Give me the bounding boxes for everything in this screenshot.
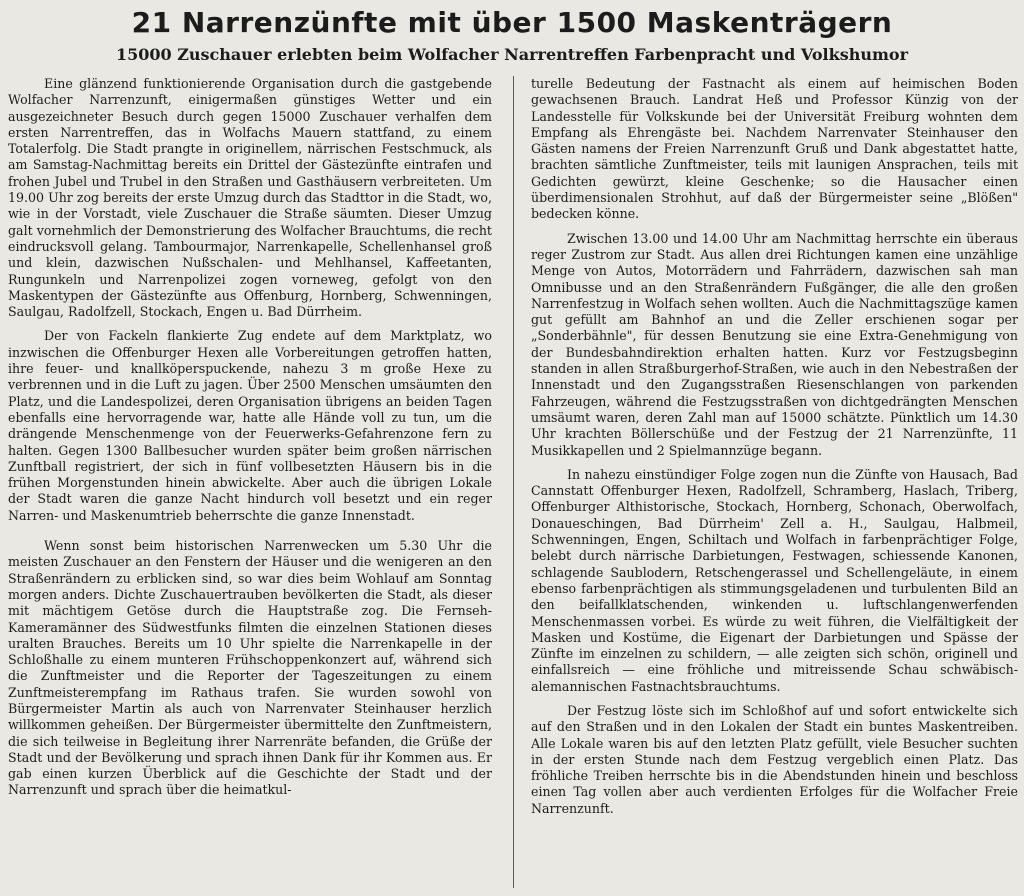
- column-divider: [513, 76, 514, 888]
- paragraph: turelle Bedeutung der Fastnacht als einem auf heimischen Boden gewachsenen Brauch. Landrat Heß und Professor Künzig von der Landesstelle für Volkskunde bei der Universität Freiburg wohnten dem Empfang als Ehrengäste bei. Nachdem Narrenvater Steinhauser den Gästen namens der Freien Narrenzunft Gruß und Dank abgestattet hatte, brachten sämtliche Zunftmeister, teils mit launigen Ansprachen, teils mit Gedichten gewürzt, kleine Geschenke; so die Hausacher einen überdimensionalen Strohhut, auf daß der Bürgermeister seine „Blößen" bedecken könne.: [531, 76, 1018, 222]
- right-column: [531, 76, 1018, 890]
- paragraph: In nahezu einstündiger Folge zogen nun die Zünfte von Hausach, Bad Cannstatt Offenburger Hexen, Radolfzell, Schramberg, Haslach, Triberg, Offenburger Althistorische, Stockach, Hornberg, Schonach, Oberwolfach, Donaueschingen, Bad Dürrheim' Zell a. H., Saulgau, Halbmeil, Schwenningen, Engen, Schiltach und Wolfach in farbenprächtiger Folge, belebt durch närrische Darbietungen, Festwagen, schiessende Kanonen, schlagende Saublodern, Retschengerassel und Schellengeläute, in einem ebenso farbenprächtigen als stimmungsgeladenen und turbulenten Bild an den beifallklatschenden, winkenden u. luftschlangenwerfenden Menschenmassen vorbei. Es würde zu weit führen, die Vielfältigkeit der Masken und Kostüme, die Eigenart der Darbietungen und Spässe der Zünfte im einzelnen zu schildern, — alle zeigten sich schön, originell und einfallsreich — eine fröhliche und mitreissende Schau schwäbisch-alemannischen Fastnachtsbrauchtums.: [531, 466, 1018, 694]
- paragraph: Der Festzug löste sich im Schloßhof auf und sofort entwickelte sich auf den Straßen und in den Lokalen der Stadt ein buntes Maskentreiben. Alle Lokale waren bis auf den letzten Platz gefüllt, viele Besucher suchten in der ersten Stunde nach dem Festzug vergeblich einen Platz. Das fröhliche Treiben herrschte bis in die Abendstunden hinein und beschloss einen Tag vollen aber auch verdienten Erfolges für die Wolfacher Freie Narrenzunft.: [531, 702, 1018, 816]
- left-column: [8, 76, 492, 890]
- paragraph: Zwischen 13.00 und 14.00 Uhr am Nachmittag herrschte ein überaus reger Zustrom zur Stadt. Aus allen drei Richtungen kamen eine unzählige Menge von Autos, Motorrädern und Fahrrädern, dazwischen sah man Omnibusse und an den Straßenrändern Fußgänger, die alle den großen Narrenfestzug in Wolfach sehen wollten. Auch die Nachmittagszüge kamen gut gefüllt am Bahnhof an und die Zeller erschienen sogar per „Sonderbähnle", für dessen Benutzung sie eine Extra-Genehmigung von der Bundesbahndirektion erhalten hatten. Kurz vor Festzugsbeginn standen in allen Straßburgerhof-Straßen, wie auch in den Nebestraßen der Innenstadt und den Zugangsstraßen Riesenschlangen von parkenden Fahrzeugen, während die Festzugsstraßen von dichtgedrängten Menschen umsäumt waren, deren Zahl man auf 15000 schätzte. Pünktlich um 14.30 Uhr krachten Böllerschüße und der Festzug der 21 Narrenzünfte, 11 Musikkapellen und 2 Spielmannzüge begann.: [531, 230, 1018, 458]
- paragraph: Wenn sonst beim historischen Narrenwecken um 5.30 Uhr die meisten Zuschauer an den Fenstern der Häuser und die wenigeren an den Straßenrändern zu erblicken sind, so war dies beim Wohlauf am Sonntag morgen anders. Dichte Zuschauertrauben bevölkerten die Stadt, als dieser mit mächtigem Getöse durch die Hauptstraße zog. Die Fernseh-Kameramänner des Südwestfunks filmten die einzelnen Stationen dieses uralten Brauches. Bereits um 10 Uhr spielte die Narrenkapelle in der Schloßhalle zu einem munteren Frühschoppenkonzert auf, während sich die Zunftmeister und die Reporter der Tageszeitungen zu einem Zunftmeisterempfang im Rathaus trafen. Sie wurden sowohl von Bürgermeister Martin als auch von Narrenvater Steinhauser herzlich willkommen geheißen. Der Bürgermeister übermittelte den Zunftmeistern, die sich teilweise in Begleitung ihrer Narrenräte befanden, die Grüße der Stadt und der Bevölkerung und sprach ihnen Dank für ihr Kommen aus. Er gab einen kurzen Überblick auf die Geschichte der Stadt und der Narrenzunft und sprach über die heimatkul-: [8, 538, 492, 798]
- subheadline: 15000 Zuschauer erlebten beim Wolfacher Narrentreffen Farbenpracht und Volkshumor: [116, 45, 908, 64]
- paragraph: Der von Fackeln flankierte Zug endete auf dem Marktplatz, wo inzwischen die Offenburger Hexen alle Vorbereitungen getroffen hatten, ihre feuer- und knallköperspuckende, nahezu 3 m große Hexe zu verbrennen und in die Luft zu jagen. Über 2500 Menschen umsäumten den Platz, und die Landespolizei, deren Organisation übrigens an beiden Tagen ebenfalls eine hervorragende war, hatte alle Hände voll zu tun, um die drängende Menschenmenge von der Feuerwerks-Gefahrenzone fern zu halten. Gegen 1300 Ballbesucher wurden später beim großen närrischen Zunftball registriert, der sich in fünf vollbesetzten Häusern bis in die frühen Morgenstunden hinein abwickelte. Aber auch die übrigen Lokale der Stadt waren die ganze Nacht hindurch voll besetzt und ein reger Narren- und Maskenumtrieb beherrschte die ganze Innenstadt.: [8, 328, 492, 523]
- headline: 21 Narrenzünfte mit über 1500 Maskenträgern: [131, 6, 893, 39]
- paragraph: Eine glänzend funktionierende Organisation durch die gastgebende Wolfacher Narrenzunft, einigermaßen günstiges Wetter und ein ausgezeichneter Besuch durch gegen 15000 Zuschauer verhalfen dem ersten Narrentreffen, das in Wolfachs Mauern stattfand, zu einem Totalerfolg. Die Stadt prangte in originellem, närrischen Festschmuck, als am Samstag-Nachmittag bereits ein Drittel der Gästezünfte eintrafen und frohen Jubel und Trubel in den Straßen und Gasthäusern verbreiteten. Um 19.00 Uhr zog bereits der erste Umzug durch das Stadttor in die Stadt, wo, wie in der Vorstadt, viele Zuschauer die Straße säumten. Dieser Umzug galt vornehmlich der Demonstrierung des Wolfacher Brauchtums, die recht eindrucksvoll gelang. Tambourmajor, Narrenkapelle, Schellenhansel groß und klein, dazwischen Nußschalen- und Mehlhansel, Kaffeetanten, Rungunkeln und Narrenpolizei zogen vorneweg, gefolgt von den Maskentypen der Gästezünfte aus Offenburg, Hornberg, Schwenningen, Saulgau, Radolfzell, Stockach, Engen u. Bad Dürrheim.: [8, 76, 492, 320]
